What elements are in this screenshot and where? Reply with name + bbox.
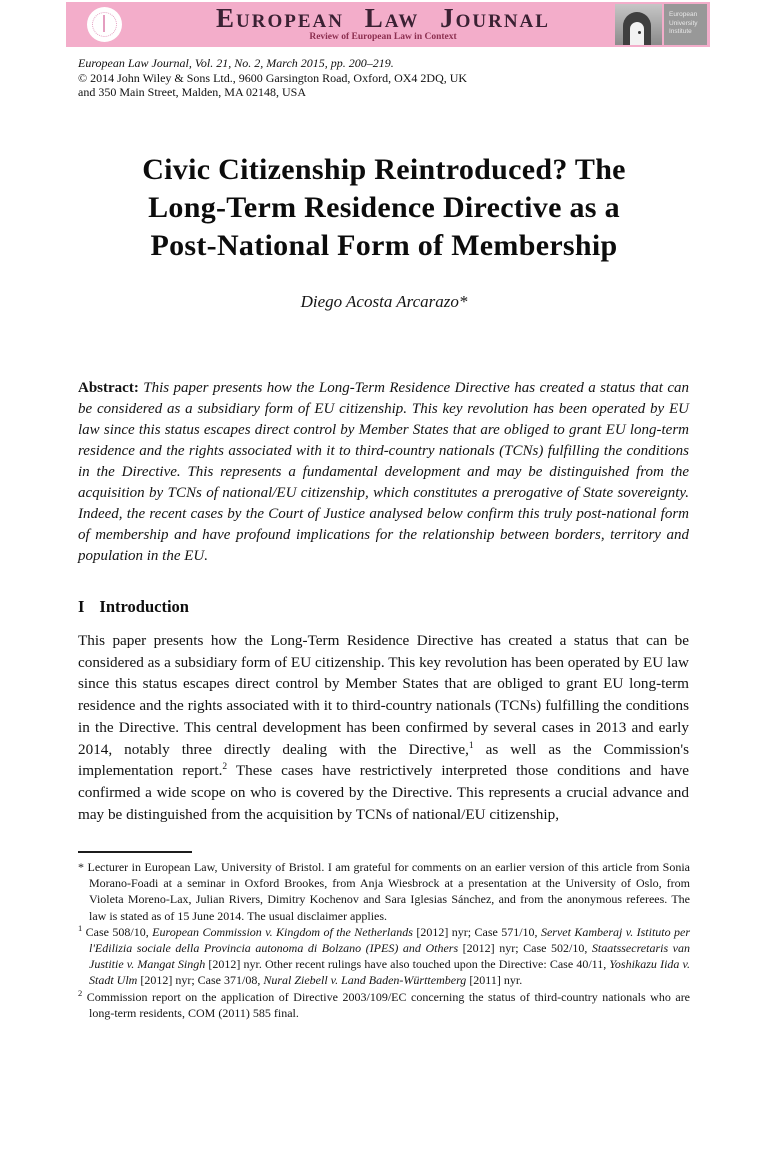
footnote-star [78, 859, 690, 924]
footnote-star-text: Lecturer in European Law, University of Bristol. I am grateful for comments on an earlier version of this article from Sonia Morano-Foadi at a seminar in Oxford Brookes, from Anja Wiesbrock at a presentation at the University of Oslo, from Violeta Moreno-Lax, Julian Rivers, Dimitry Kochenov and Sara Iglesias Sánchez, and from the anonymous referees. The law is stated as of 15 June 2014. The usual disclaimer applies. [87, 860, 690, 923]
eui-text-line: European [669, 11, 698, 18]
journal-seal-icon [87, 7, 122, 42]
citation-block [78, 56, 467, 100]
citation-line: and 350 Main Street, Malden, MA 02148, USA [78, 85, 306, 99]
footnote-1 [78, 924, 690, 989]
journal-name: European Law Journal [216, 3, 550, 33]
abstract [78, 378, 689, 567]
eui-logo-text [664, 4, 707, 45]
footnote-2-marker: 2 [78, 987, 83, 998]
eui-arch-icon [615, 4, 662, 45]
footnote-1-marker: 1 [78, 922, 83, 933]
journal-banner [66, 2, 710, 47]
journal-seal-inner [92, 12, 117, 37]
article-title-line: Post-National Form of Membership [150, 229, 618, 262]
abstract-body: This paper presents how the Long-Term Residence Directive has created a status that can be considered as a subsidiary form of EU citizenship. This key revolution has been operated by EU law since this status escapes direct control by Member States that are obliged to grant EU long-term residence and the rights associated with it to third-country nationals (TCNs) fulfilling the conditions in the Directive. This represents a fundamental development and may be distinguished from the acquisition by TCNs of national/EU citizenship, which constitutes a prerogative of State sovereignty. Indeed, the recent cases by the Court of Justice analysed below confirm this truly post-national form of membership and have profound implications for the relationship between borders, territory and population in the EU. [78, 380, 689, 564]
footnote-2 [78, 989, 690, 1021]
footnote-2-text: Commission report on the application of Directive 2003/109/EC concerning the status of third-country nationals who are long-term residents, COM (2011) 585 final. [86, 989, 691, 1020]
article-title [0, 151, 768, 265]
footnote-star-marker: * [78, 860, 84, 874]
eui-text-line: University [669, 19, 698, 27]
eui-door-shape [630, 22, 644, 45]
citation-line: European Law Journal, Vol. 21, No. 2, March 2015, pp. 200–219. [78, 56, 394, 70]
banner-titles [166, 4, 600, 43]
section-number: I [78, 597, 85, 616]
article-title-line: Civic Citizenship Reintroduced? The [142, 153, 626, 186]
journal-subtitle: Review of European Law in Context [309, 32, 457, 42]
section-title: Introduction [99, 597, 189, 616]
article-title-line: Long-Term Residence Directive as a [148, 191, 620, 224]
footnotes [78, 859, 690, 1021]
footnote-1-text: Case 508/10, European Commission v. Kingdom of the Netherlands [2012] nyr; Case 571/10, Servet Kamberaj v. Istituto per l'Edilizia sociale della Provincia autonoma di Bolzano (IPES) and Others [2012] nyr; Case 502/10, Staatssecretaris van Justitie v. Mangat Singh [2012] nyr. Other recent rulings have also touched upon the Directive: Case 40/11, Yoshikazu Iida v. Stadt Ulm [2012] nyr; Case 371/08, Nural Ziebell v. Land Baden-Württemberg [2011] nyr. [85, 924, 691, 988]
intro-paragraph: This paper presents how the Long-Term Residence Directive has created a status that can be considered as a subsidiary form of EU citizenship. This key revolution has been operated by EU law since this status escapes direct control by Member States that are obliged to grant EU long-term residence and the rights associated with it to third-country nationals (TCNs) fulfilling the conditions in the Directive. This central development has been confirmed by several cases in 2013 and early 2014, notably three directly dealing with the Directive,$^1$ as well as the Commission's implementation report.$^2$ These cases have restrictively interpreted those conditions and have confirmed a wide scope on who is covered by the Directive. This represents a crucial advance and may be distinguished from the acquisition by TCNs of national/EU citizenship, [78, 632, 689, 823]
article-author: Diego Acosta Arcarazo* [300, 292, 468, 311]
citation-line: © 2014 John Wiley & Sons Ltd., 9600 Garsington Road, Oxford, OX4 2DQ, UK [78, 70, 468, 85]
abstract-label: Abstract: [78, 380, 139, 396]
section-heading-introduction [78, 597, 189, 617]
eui-arch-shape [623, 12, 651, 45]
footnote-separator [78, 851, 192, 853]
eui-text-line: Institute [669, 28, 692, 35]
eui-logo [615, 4, 707, 45]
